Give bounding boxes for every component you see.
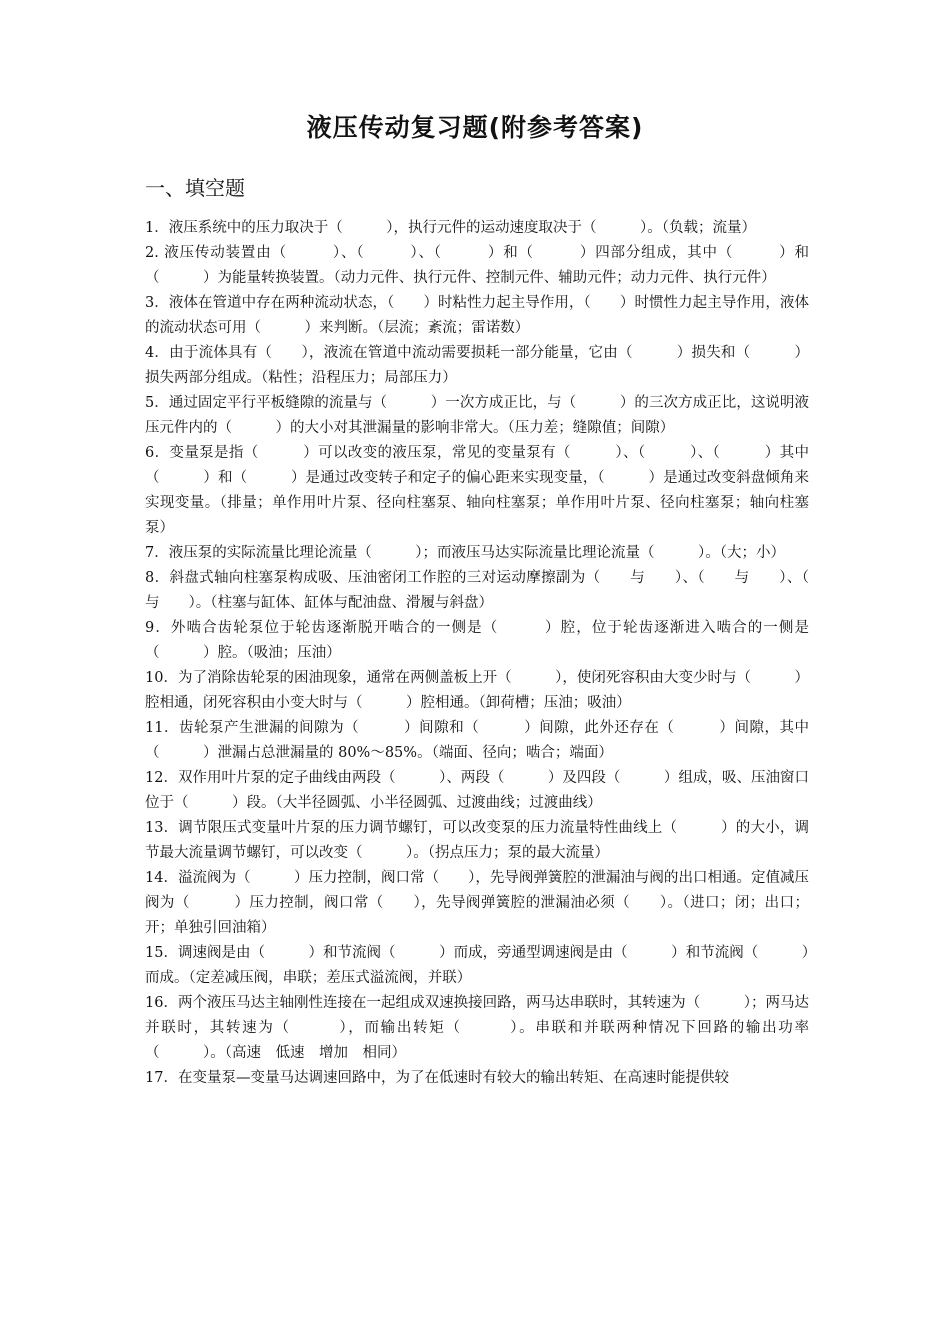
question-item: 13．调节限压式变量叶片泵的压力调节螺钉，可以改变泵的压力流量特性曲线上（ ）的大小，调节最大流量调节螺钉，可以改变（ ）。（拐点压力；泵的最大流量） [145, 820, 809, 861]
question-item: 7．液压泵的实际流量比理论流量（ ）；而液压马达实际流量比理论流量（ ）。（大；小） [145, 545, 785, 561]
question-item: 6．变量泵是指（ ）可以改变的液压泵，常见的变量泵有（ ）、（ ）、（ ）其中（ ）和（ ）是通过改变转子和定子的偏心距来实现变量，（ ）是通过改变斜盘倾角来实现变量。（排量；单作用叶片泵、径向柱塞泵、轴向柱塞泵；单作用叶片泵、径向柱塞泵；轴向柱塞泵） [145, 445, 809, 536]
section-heading: 一、填空题 [145, 176, 245, 200]
question-item: 16．两个液压马达主轴刚性连接在一起组成双速换接回路，两马达串联时，其转速为（ ）；两马达并联时，其转速为（ ），而输出转矩（ ）。串联和并联两种情况下回路的输出功率（ ）。（高速 低速 增加 相同） [145, 995, 809, 1061]
question-item: 8．斜盘式轴向柱塞泵构成吸、压油密闭工作腔的三对运动摩擦副为（ 与 ）、（ 与 ）、（ 与 ）。（柱塞与缸体、缸体与配油盘、滑履与斜盘） [145, 570, 838, 611]
question-item: 3．液体在管道中存在两种流动状态，（ ）时粘性力起主导作用，（ ）时惯性力起主导作用，液体的流动状态可用（ ）来判断。（层流；紊流；雷诺数） [145, 295, 809, 336]
document-title: 液压传动复习题(附参考答案) [306, 113, 644, 142]
question-item: 10．为了消除齿轮泵的困油现象，通常在两侧盖板上开（ ），使闭死容积由大变少时与（ ）腔相通，闭死容积由小变大时与（ ）腔相通。（卸荷槽；压油；吸油） [145, 670, 809, 711]
question-item: 5．通过固定平行平板缝隙的流量与（ ）一次方成正比，与（ ）的三次方成正比，这说明液压元件内的（ ）的大小对其泄漏量的影响非常大。（压力差；缝隙值；间隙） [145, 395, 809, 436]
question-item: 12．双作用叶片泵的定子曲线由两段（ ）、两段（ ）及四段（ ）组成，吸、压油窗口位于（ ）段。（大半径圆弧、小半径圆弧、过渡曲线；过渡曲线） [145, 770, 809, 811]
question-list [145, 216, 838, 1091]
question-item: 11．齿轮泵产生泄漏的间隙为（ ）间隙和（ ）间隙，此外还存在（ ）间隙，其中（ ）泄漏占总泄漏量的 80%～85%。（端面、径向；啮合；端面） [145, 720, 809, 761]
question-item: 15．调速阀是由（ ）和节流阀（ ）而成，旁通型调速阀是由（ ）和节流阀（ ）而成。（定差减压阀，串联；差压式溢流阀，并联） [145, 945, 809, 986]
question-item: 1．液压系统中的压力取决于（ ），执行元件的运动速度取决于（ ）。（负载；流量） [145, 220, 756, 236]
question-item: 2. 液压传动装置由（ ）、（ ）、（ ）和（ ）四部分组成，其中（ ）和（ ）为能量转换装置。（动力元件、执行元件、控制元件、辅助元件；动力元件、执行元件） [145, 245, 809, 286]
question-item: 14．溢流阀为（ ）压力控制，阀口常（ ），先导阀弹簧腔的泄漏油与阀的出口相通。定值减压阀为（ ）压力控制，阀口常（ ），先导阀弹簧腔的泄漏油必须（ ）。（进口；闭；出口；开；单独引回油箱） [145, 870, 809, 936]
question-item: 17．在变量泵—变量马达调速回路中，为了在低速时有较大的输出转矩、在高速时能提供较 [145, 1070, 729, 1086]
question-item: 9．外啮合齿轮泵位于轮齿逐渐脱开啮合的一侧是（ ）腔，位于轮齿逐渐进入啮合的一侧是（ ）腔。（吸油；压油） [145, 620, 809, 661]
question-item: 4．由于流体具有（ ），液流在管道中流动需要损耗一部分能量，它由（ ）损失和（ ）损失两部分组成。（粘性；沿程压力；局部压力） [145, 345, 809, 386]
